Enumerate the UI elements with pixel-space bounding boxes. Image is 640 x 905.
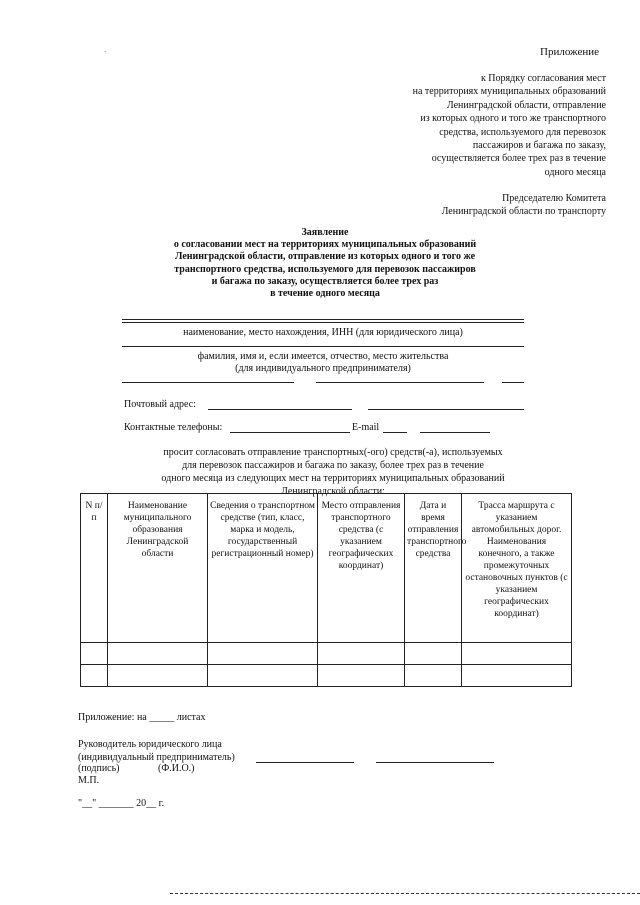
individual-caption-2: (для индивидуального предпринимателя) <box>235 363 411 374</box>
addressee <box>380 192 606 219</box>
signature-field[interactable] <box>256 762 354 763</box>
addressee-line: Председателю Комитета <box>502 193 606 204</box>
table-cell[interactable] <box>108 665 208 687</box>
legal-entity-line-2 <box>122 322 524 323</box>
column-header-vehicle: Сведения о транспортном средстве (тип, класс, марка и модель, государственный регистрационный номер) <box>208 494 318 643</box>
appendix-line: пассажиров и багажа по заказу, <box>472 140 606 152</box>
phones-field[interactable] <box>230 432 350 433</box>
date-line: "__" _______ 20__ г. <box>78 798 165 809</box>
table-cell[interactable] <box>208 643 318 665</box>
legal-entity-line[interactable] <box>122 319 524 320</box>
table-cell[interactable] <box>108 643 208 665</box>
appendix-line: из которых одного и того же транспортного <box>420 113 606 125</box>
appendix-reference <box>350 72 606 179</box>
table-cell[interactable] <box>405 665 462 687</box>
table-cell[interactable] <box>81 665 108 687</box>
title-line: в течение одного месяца <box>270 288 380 300</box>
appendix-line: к Порядку согласования мест <box>480 73 606 84</box>
extra-line-2[interactable] <box>316 382 484 383</box>
stamp-label: М.П. <box>78 775 100 786</box>
table-cell[interactable] <box>462 643 572 665</box>
request-line: просит согласовать отправление транспортных(-ого) средств(-а), используемых <box>163 447 503 458</box>
email-field-2[interactable] <box>420 432 490 433</box>
column-header-number: N п/п <box>81 494 108 643</box>
individual-caption-1: фамилия, имя и, если имеется, отчество, место жительства <box>197 351 449 362</box>
title-line: о согласовании мест на территориях муниципальных образований <box>173 239 477 251</box>
table-cell[interactable] <box>318 643 405 665</box>
table-header-row <box>81 494 572 643</box>
head-line-2: (индивидуальный предприниматель) <box>78 752 235 763</box>
legal-entity-caption: наименование, место нахождения, ИНН (для юридического лица) <box>183 327 463 338</box>
signature-caption: (подпись) <box>78 763 120 774</box>
title-line: транспортного средства, используемого для перевозок пассажиров <box>174 263 476 275</box>
appendix-line: на территориях муниципальных образований <box>412 86 606 98</box>
title-line: Ленинградской области, отправление из которых одного и того же <box>174 251 476 263</box>
table-cell[interactable] <box>81 643 108 665</box>
table-cell[interactable] <box>318 665 405 687</box>
email-field[interactable] <box>383 432 407 433</box>
extra-line-3[interactable] <box>502 382 524 383</box>
postal-address-field-2[interactable] <box>368 409 524 410</box>
request-line: для перевозок пассажиров и багажа по заказу, более трех раз в течение <box>182 460 484 471</box>
full-name-caption: (Ф.И.О.) <box>158 763 195 774</box>
postal-address-field[interactable] <box>208 409 352 410</box>
appendix-title: Приложение <box>540 46 600 58</box>
email-label: E-mail <box>352 422 380 433</box>
appendix-line: одного месяца <box>544 166 606 178</box>
document-title <box>140 227 510 300</box>
page-mark: · <box>104 48 107 56</box>
title-line: и багажа по заказу, осуществляется более трех раз <box>211 275 439 287</box>
individual-line[interactable] <box>122 346 524 347</box>
scan-edge-line <box>170 893 640 894</box>
phones-label: Контактные телефоны: <box>124 422 223 433</box>
table-cell[interactable] <box>462 665 572 687</box>
title-line: Заявление <box>301 227 349 238</box>
request-line: одного месяца из следующих мест на территориях муниципальных образований <box>161 473 505 484</box>
head-line-1: Руководитель юридического лица <box>78 739 222 750</box>
table-row <box>81 643 572 665</box>
appendix-line: Ленинградской области, отправление <box>446 99 606 111</box>
addressee-line: Ленинградской области по транспорту <box>441 206 606 218</box>
table-row <box>81 665 572 687</box>
full-name-field[interactable] <box>376 762 494 763</box>
column-header-departure-place: Место отправления транспортного средства (с указанием географических координат) <box>318 494 405 643</box>
column-header-departure-datetime: Дата и время отправления транспортного средства <box>405 494 462 643</box>
column-header-route: Трасса маршрута с указанием автомобильных дорог. Наименования конечного, а также промежуточных остановочных пунктов (с указанием географических координат) <box>462 494 572 643</box>
request-text <box>138 446 528 498</box>
postal-address-label: Почтовый адрес: <box>124 399 196 410</box>
appendix-line: средства, используемого для перевозок <box>439 126 606 138</box>
extra-line-1[interactable] <box>122 382 294 383</box>
table-cell[interactable] <box>208 665 318 687</box>
column-header-municipality: Наименование муниципального образования Ленинградской области <box>108 494 208 643</box>
attachment-line: Приложение: на _____ листах <box>78 712 206 723</box>
table-cell[interactable] <box>405 643 462 665</box>
appendix-line: осуществляется более трех раз в течение <box>431 153 606 165</box>
routes-table <box>80 493 572 687</box>
request-line: Ленинградской области: <box>281 486 385 497</box>
